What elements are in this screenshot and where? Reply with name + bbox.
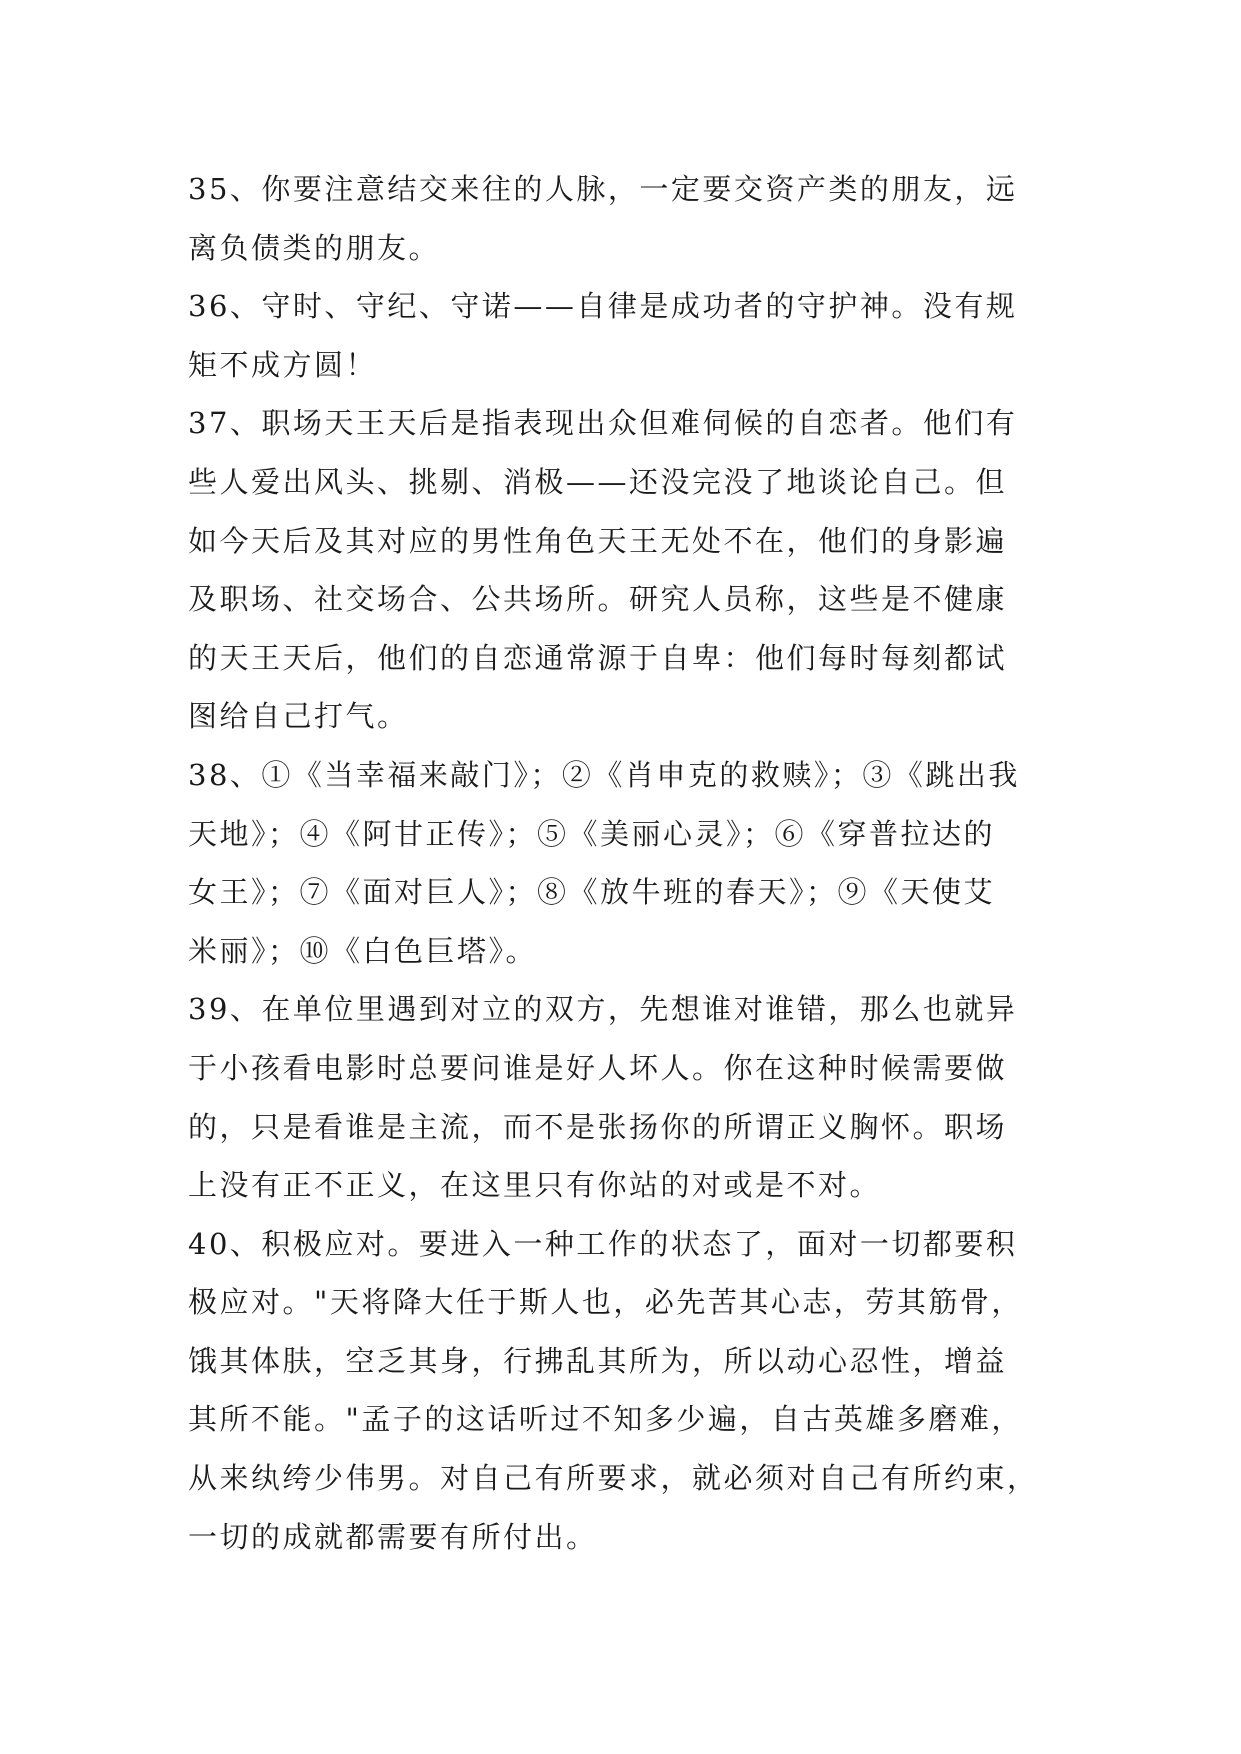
paragraph-item-40 [188,1215,1063,1567]
text-line: 39、在单位里遇到对立的双方，先想谁对谁错，那么也就异 [188,992,1018,1027]
text-line: 35、你要注意结交来往的人脉，一定要交资产类的朋友，远 [188,172,1018,206]
text-line: 米丽》；⑩《白色巨塔》。 [188,933,538,968]
text-line: 天地》；④《阿甘正传》；⑤《美丽心灵》；⑥《穿普拉达的 [188,816,996,851]
text-line: 36、守时、守纪、守诺——自律是成功者的守护神。没有规 [188,289,1018,324]
text-line: 从来纨绔少伟男。对自己有所要求，就必须对自己有所约束， [188,1461,1039,1496]
text-line: 上没有正不正义，在这里只有你站的对或是不对。 [188,1168,882,1203]
text-line: 离负债类的朋友。 [188,230,441,265]
paragraph-item-37 [188,394,1063,746]
text-line: 其所不能。"孟子的这话听过不知多少遍，自古英雄多磨难， [188,1402,1023,1437]
text-line: 的，只是看谁是主流，而不是张扬你的所谓正义胸怀。职场 [188,1109,1008,1144]
document-body [188,160,1063,1566]
text-line: 37、职场天王天后是指表现出众但难伺候的自恋者。他们有 [188,406,1018,441]
paragraph-item-35 [188,160,1063,277]
text-line: 矩不成方圆！ [188,347,378,382]
text-line: 女王》；⑦《面对巨人》；⑧《放牛班的春天》；⑨《天使艾 [188,875,996,910]
text-line: 40、积极应对。要进入一种工作的状态了，面对一切都要积 [188,1226,1018,1261]
text-line: 及职场、社交场合、公共场所。研究人员称，这些是不健康 [188,582,1008,617]
text-line: 些人爱出风头、挑剔、消极——还没完没了地谈论自己。但 [188,464,1008,499]
text-line: 饿其体肤，空乏其身，行拂乱其所为，所以动心忍性，增益 [188,1343,1008,1378]
text-line: 38、①《当幸福来敲门》；②《肖申克的救赎》；③《跳出我 [188,757,1020,792]
text-line: 极应对。"天将降大任于斯人也，必先苦其心志，劳其筋骨， [188,1285,1023,1320]
text-line: 的天王天后，他们的自恋通常源于自卑：他们每时每刻都试 [188,640,1008,675]
text-line: 如今天后及其对应的男性角色天王无处不在，他们的身影遍 [188,523,1008,558]
paragraph-item-38 [188,746,1063,980]
text-line: 一切的成就都需要有所付出。 [188,1519,598,1554]
text-line: 于小孩看电影时总要问谁是好人坏人。你在这种时候需要做 [188,1050,1008,1085]
paragraph-item-36 [188,277,1063,394]
paragraph-item-39 [188,980,1063,1214]
text-line: 图给自己打气。 [188,699,409,734]
